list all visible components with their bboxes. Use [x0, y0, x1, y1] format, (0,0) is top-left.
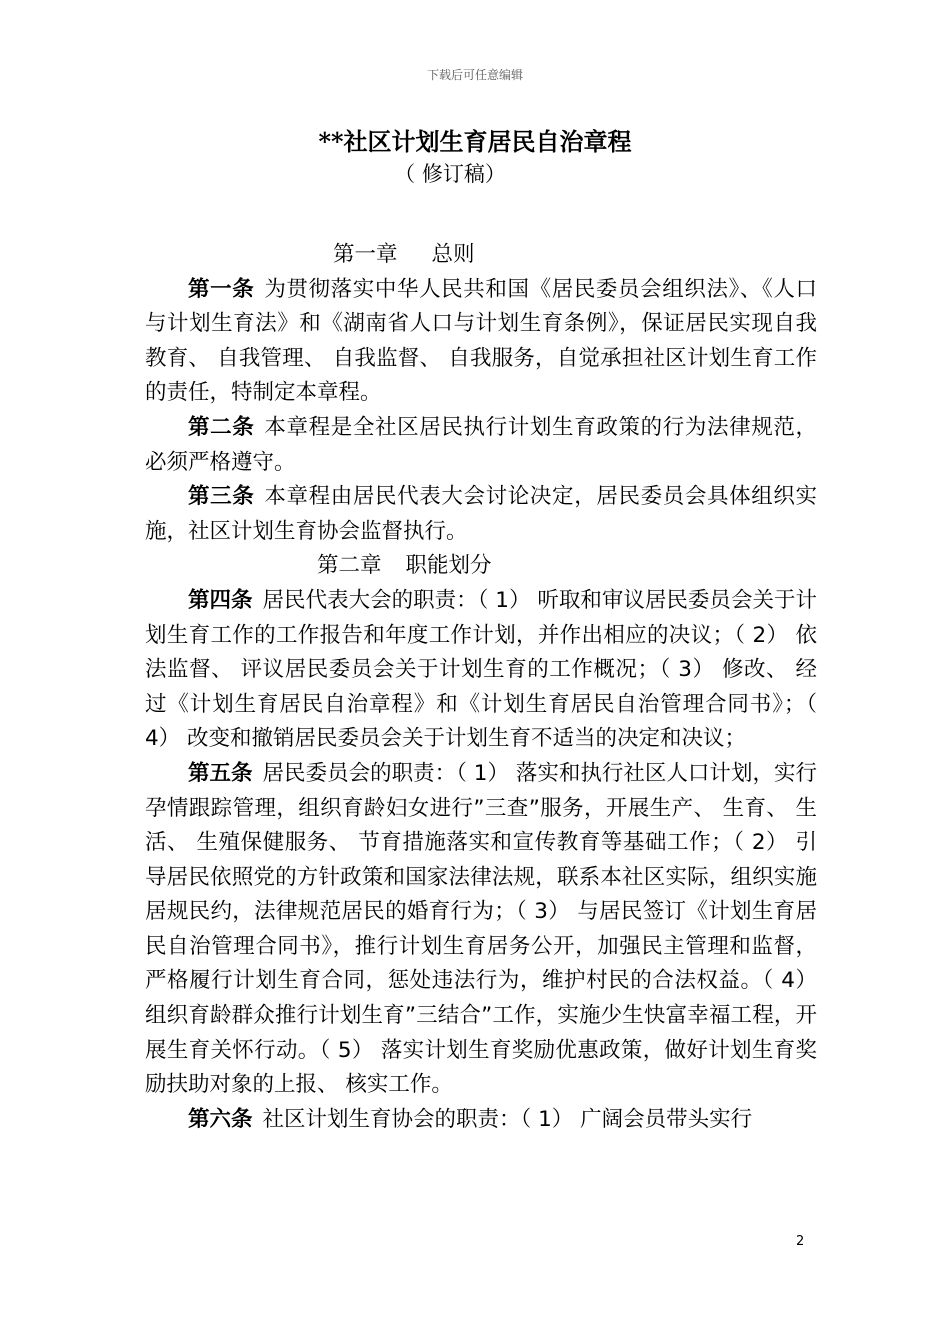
document-title: **社区计划生育居民自治章程	[318, 127, 632, 156]
article-label: 第二条	[188, 414, 255, 440]
article-label: 第五条	[188, 760, 253, 786]
article-label: 第六条	[188, 1106, 253, 1132]
article-label: 第三条	[188, 484, 255, 510]
article-3	[145, 480, 817, 549]
article-text: 社区计划生育协会的职责：（ 1） 广阔会员带头实行	[262, 1106, 753, 1132]
article-6	[145, 1103, 817, 1138]
article-2	[145, 411, 817, 480]
article-text: 本章程是全社区居民执行计划生育政策的行为法律规范，必须严格遵守。	[145, 414, 817, 475]
chapter-number: 第二章	[317, 553, 382, 579]
chapter-number: 第一章	[333, 242, 398, 267]
article-5	[145, 757, 817, 1103]
article-text: 居民代表大会的职责：（ 1） 听取和审议居民委员会关于计划生育工作的工作报告和年度工作计划，并作出相应的决议；（ 2） 依法监督、 评议居民委员会关于计划生育的工作概况；（ 3） 修改、 经过《计划生育居民自治章程》和《计划生育居民自治管理合同书》；（ 4） 改变和撤销居民委员会关于计划生育不适当的决定和决议；	[145, 587, 817, 752]
article-text: 本章程由居民代表大会讨论决定，居民委员会具体组织实施，社区计划生育协会监督执行。	[145, 484, 817, 544]
chapter-name: 总则	[431, 242, 475, 267]
document-subtitle: （ 修订稿）	[394, 162, 506, 186]
article-4	[145, 584, 817, 757]
chapter-heading-2	[145, 549, 817, 584]
article-label: 第四条	[188, 587, 253, 613]
article-1	[145, 273, 817, 411]
page-number: 2	[796, 1234, 805, 1249]
article-text: 为贯彻落实中华人民共和国《居民委员会组织法》、《人口与计划生育法》和《湖南省人口与计划生育条例》，保证居民实现自我教育、 自我管理、 自我监督、 自我服务，自觉承担社区计划生育工作的责任，特制定本章程。	[145, 276, 817, 406]
chapter-heading-1	[145, 238, 817, 273]
document-body	[145, 238, 817, 1137]
article-label: 第一条	[188, 276, 255, 302]
article-text: 居民委员会的职责：（ 1） 落实和执行社区人口计划，实行孕情跟踪管理，组织育龄妇女进行”三查”服务，开展生产、 生育、 生活、 生殖保健服务、 节育措施落实和宣传教育等基础工作；（ 2） 引导居民依照党的方针政策和国家法律法规，联系本社区实际，组织实施居规民约，法律规范居民的婚育行为；（ 3） 与居民签订《计划生育居民自治管理合同书》，推行计划生育居务公开，加强民主管理和监督，严格履行计划生育合同，惩处违法行为，维护村民的合法权益。（ 4） 组织育龄群众推行计划生育”三结合”工作，实施少生快富幸福工程，开展生育关怀行动。（ 5） 落实计划生育奖励优惠政策，做好计划生育奖励扶助对象的上报、 核实工作。	[145, 760, 817, 1098]
chapter-name: 职能划分	[405, 553, 492, 579]
page-header: 下载后可任意编辑	[426, 68, 523, 82]
